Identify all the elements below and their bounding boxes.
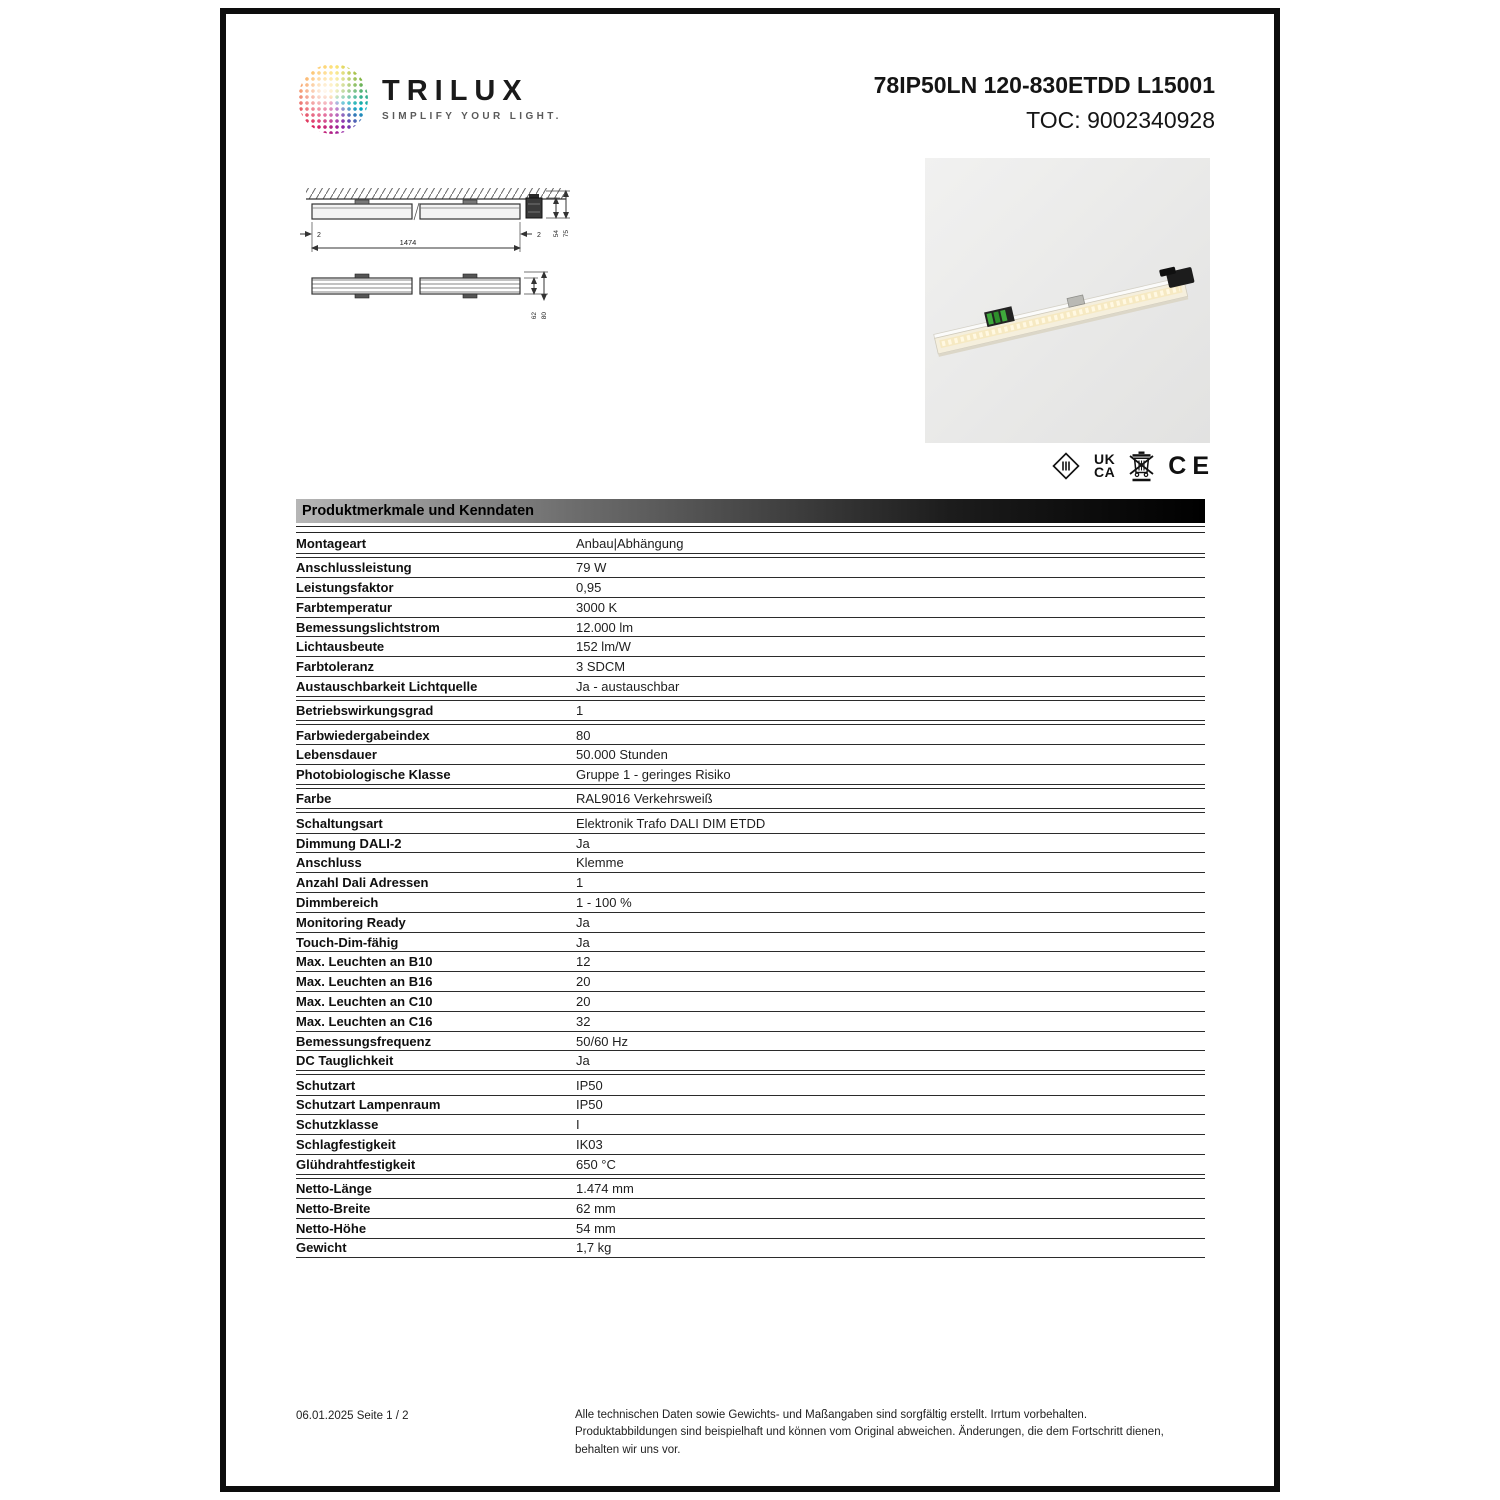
spec-value: 12	[576, 954, 591, 970]
table-row	[296, 598, 1205, 618]
spec-value: Ja	[576, 835, 590, 851]
dim-gap-right: 2	[537, 232, 541, 239]
spec-label: Farbtemperatur	[296, 599, 393, 615]
diamond-mark-icon	[1051, 451, 1081, 481]
spec-label: Lichtausbeute	[296, 639, 385, 655]
spec-label: Photobiologische Klasse	[296, 767, 451, 783]
table-row	[296, 873, 1205, 893]
table-row	[296, 1115, 1205, 1135]
spec-value: 20	[576, 974, 591, 990]
product-photo	[925, 158, 1210, 443]
spec-value: 80	[576, 727, 591, 743]
table-row	[296, 657, 1205, 677]
dim-length: 1474	[399, 238, 417, 247]
spec-value: 50.000 Stunden	[576, 747, 668, 763]
spec-label: Schutzart Lampenraum	[296, 1097, 441, 1113]
spec-label: Netto-Länge	[296, 1181, 372, 1197]
spec-value: 1.474 mm	[576, 1181, 634, 1197]
spec-value: 1 - 100 %	[576, 894, 632, 910]
table-row	[296, 726, 1205, 746]
table-row	[296, 853, 1205, 873]
spec-label: Schlagfestigkeit	[296, 1137, 396, 1152]
table-row	[296, 972, 1205, 992]
spec-value: 62 mm	[576, 1200, 616, 1216]
toc-number: TOC: 9002340928	[1026, 106, 1215, 133]
table-row	[296, 1219, 1205, 1239]
spec-label: Farbtoleranz	[296, 659, 375, 675]
ukca-uk: UK	[1094, 450, 1116, 467]
spec-value: 0,95	[576, 579, 602, 595]
table-row	[296, 534, 1205, 554]
table-row	[296, 745, 1205, 765]
spec-label: Dimmbereich	[296, 894, 379, 910]
spec-value: 12.000 lm	[576, 619, 634, 635]
table-row	[296, 1135, 1205, 1155]
spec-value: 32	[576, 1013, 591, 1029]
spec-label: Touch-Dim-fähig	[296, 934, 399, 950]
spec-label: Lebensdauer	[296, 747, 377, 763]
table-row	[296, 1012, 1205, 1032]
spec-label: Glühdrahtfestigkeit	[296, 1156, 416, 1172]
table-row	[296, 701, 1205, 721]
spec-value: 650 °C	[576, 1156, 616, 1172]
table-row	[296, 952, 1205, 972]
dim-width-overall: 80	[541, 312, 548, 320]
spec-label: Farbwiedergabeindex	[296, 727, 430, 743]
divider	[296, 526, 1205, 533]
table-row	[296, 893, 1205, 913]
spec-label: Schaltungsart	[296, 815, 383, 831]
spec-label: Max. Leuchten an B10	[296, 954, 433, 970]
spec-value: Ja - austauschbar	[576, 678, 680, 694]
spec-value: 3000 K	[576, 599, 618, 615]
spec-label: Anschlussleistung	[296, 560, 412, 576]
spec-label: Max. Leuchten an B16	[296, 974, 433, 990]
section-header-bar	[296, 499, 1205, 523]
table-row	[296, 1155, 1205, 1175]
product-photo-svg	[925, 158, 1210, 443]
brand-name: TRILUX	[382, 74, 529, 107]
spec-value: 1	[576, 703, 584, 719]
product-title: 78IP50LN 120-830ETDD L15001	[873, 72, 1215, 98]
table-row	[296, 558, 1205, 578]
table-row	[296, 637, 1205, 657]
spec-value: 3 SDCM	[576, 659, 626, 675]
table-row	[296, 814, 1205, 834]
table-row	[296, 1199, 1205, 1219]
trilux-globe-icon	[298, 64, 368, 134]
dim-width: 62	[531, 312, 538, 320]
footer-disclaimer: Alle technischen Daten sowie Gewichts- und Maßangaben sind sorgfältig erstellt. Irrtum vorbehalten. Produktabbildungen sind beispielhaft und können vom Original abweichen. Änderungen, die dem Fortschritt dienen, behalten wir uns vor.	[575, 1409, 1164, 1456]
spec-label: Monitoring Ready	[296, 914, 406, 930]
dim-gap-left: 2	[317, 232, 321, 239]
spec-value: IP50	[576, 1097, 603, 1113]
table-row	[296, 1179, 1205, 1199]
dim-height-overall: 75	[563, 230, 570, 238]
dim-height: 54	[553, 230, 560, 238]
trilux-logo	[298, 64, 562, 134]
footer-date-page: 06.01.2025 Seite 1 / 2	[296, 1410, 409, 1422]
spec-value: Elektronik Trafo DALI DIM ETDD	[576, 815, 766, 831]
spec-label: Leistungsfaktor	[296, 579, 394, 595]
table-row	[296, 1051, 1205, 1071]
spec-value: RAL9016 Verkehrsweiß	[576, 791, 713, 807]
table-row	[296, 677, 1205, 697]
spec-label: Bemessungslichtstrom	[296, 619, 440, 635]
table-row	[296, 578, 1205, 598]
spec-value: 1	[576, 875, 584, 891]
spec-value: Ja	[576, 934, 590, 950]
dimension-drawing	[298, 182, 588, 332]
table-row	[296, 1239, 1205, 1259]
spec-value: I	[576, 1117, 580, 1133]
spec-value: 1,7 kg	[576, 1240, 612, 1256]
spec-label: DC Tauglichkeit	[296, 1053, 394, 1069]
ukca-ca: CA	[1094, 464, 1116, 480]
ceiling-hatch	[306, 188, 566, 199]
spec-label: Netto-Höhe	[296, 1220, 367, 1236]
spec-label: Anzahl Dali Adressen	[296, 875, 429, 891]
table-row	[296, 834, 1205, 854]
dimension-drawing-svg	[298, 182, 588, 332]
weee-bin-icon	[1128, 450, 1155, 482]
ukca-icon	[1094, 450, 1116, 480]
spec-label: Montageart	[296, 535, 367, 551]
spec-value: 50/60 Hz	[576, 1033, 629, 1049]
spec-label: Austauschbarkeit Lichtquelle	[296, 678, 478, 694]
spec-label: Dimmung DALI-2	[296, 835, 402, 851]
spec-label: Gewicht	[296, 1240, 347, 1256]
spec-label: Anschluss	[296, 855, 362, 871]
brand-tagline: SIMPLIFY YOUR LIGHT.	[382, 110, 562, 122]
datasheet-page	[220, 8, 1280, 1492]
table-row	[296, 1076, 1205, 1096]
spec-value: Ja	[576, 914, 590, 930]
spec-label: Schutzart	[296, 1077, 356, 1093]
spec-label: Max. Leuchten an C16	[296, 1013, 433, 1029]
spec-value: 20	[576, 993, 591, 1009]
spec-value: 79 W	[576, 560, 607, 576]
spec-value: IK03	[576, 1137, 603, 1152]
spec-value: Gruppe 1 - geringes Risiko	[576, 767, 731, 783]
table-row	[296, 765, 1205, 785]
spec-value: Anbau|Abhängung	[576, 535, 684, 551]
table-row	[296, 913, 1205, 933]
logo-text	[382, 74, 562, 122]
spec-value: Klemme	[576, 855, 624, 871]
spec-value: IP50	[576, 1077, 603, 1093]
title-block	[874, 72, 1215, 134]
spec-label: Netto-Breite	[296, 1200, 371, 1216]
spec-label: Schutzklasse	[296, 1117, 379, 1133]
spec-label: Bemessungsfrequenz	[296, 1033, 432, 1049]
section-title: Produktmerkmale und Kenndaten	[302, 503, 535, 519]
spec-value: 152 lm/W	[576, 639, 631, 655]
spec-label: Farbe	[296, 791, 332, 807]
spec-table	[296, 499, 1205, 1258]
spec-value: 54 mm	[576, 1220, 616, 1236]
ce-icon: CE	[1168, 451, 1215, 480]
certification-icons	[1051, 448, 1215, 484]
spec-label: Betriebswirkungsgrad	[296, 703, 434, 719]
table-row	[296, 1032, 1205, 1052]
table-row	[296, 1096, 1205, 1116]
table-row	[296, 618, 1205, 638]
table-row	[296, 790, 1205, 810]
spec-value: Ja	[576, 1053, 590, 1069]
spec-label: Max. Leuchten an C10	[296, 993, 433, 1009]
table-row	[296, 992, 1205, 1012]
table-row	[296, 933, 1205, 953]
